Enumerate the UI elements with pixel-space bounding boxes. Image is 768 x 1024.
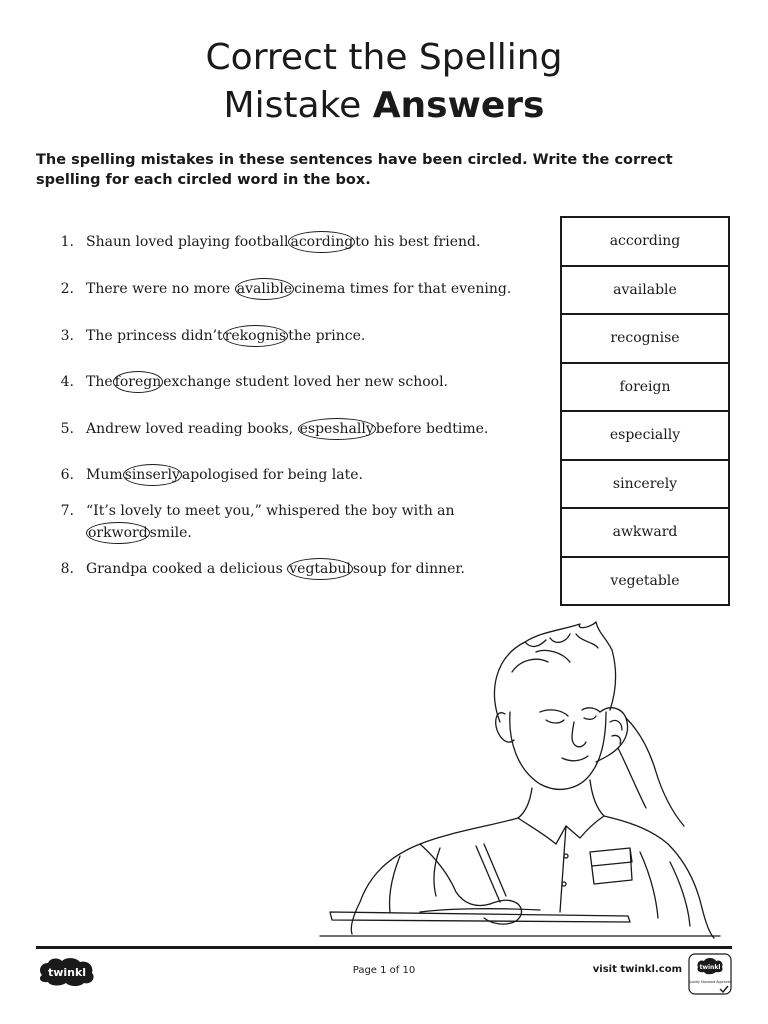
sentence-text: Shaun loved playing football acording to his best friend. [74,231,548,253]
answer-box[interactable]: especially [562,412,728,461]
sentence-row [48,558,548,580]
sentence-text: The foregn exchange student loved her new school. [74,371,548,393]
sentence-number: 1. [60,234,74,250]
circled-misspelling: sinserly [123,464,182,486]
circled-misspelling: foregn [113,371,164,393]
circled-misspelling: vegtabul [287,558,353,580]
circled-misspelling: acording [288,231,355,253]
instructions: The spelling mistakes in these sentences have been circled. Write the correct spelling for each circled word in the box. [36,152,673,188]
sentence-row [48,418,548,440]
sentence-row [48,464,548,486]
badge-brand: twinkl [699,964,721,971]
quality-standard-badge [688,953,732,995]
sentence-number: 4. [60,374,74,390]
circled-misspelling: espeshally [298,418,376,440]
sentence-row [48,278,548,300]
answer-box[interactable]: sincerely [562,461,728,510]
sentence-text: Mum sinserly apologised for being late. [74,464,548,486]
sentence-row [48,371,548,393]
answer-box[interactable]: available [562,267,728,316]
sentence-row [48,500,548,544]
sentence-text: The princess didn’t rekognis the prince. [74,325,548,347]
visit-link[interactable]: visit twinkl.com [592,964,682,975]
sentence-number: 7. [60,503,74,519]
sentence-text: Grandpa cooked a delicious vegtabul soup for dinner. [74,558,548,580]
title-line-1: Correct the Spelling [205,37,563,78]
circled-misspelling: orkword [86,522,150,544]
title-line-2 [0,82,768,130]
sentence-row [48,231,548,253]
circled-misspelling: avalible [235,278,294,300]
sentence-text: There were no more avalible cinema times for that evening. [74,278,548,300]
title-answers: Answers [372,85,545,126]
boy-thinking-at-desk-illustration [300,612,740,944]
answer-box[interactable]: awkward [562,509,728,558]
title-mistake: Mistake [223,85,362,126]
logo-text: twinkl [47,966,87,979]
sentence-number: 3. [60,328,74,344]
page-title [0,34,768,130]
sentence-number: 5. [60,421,74,437]
answer-table [560,216,730,606]
badge-text: Quality Standard Approved [688,980,732,984]
answer-box[interactable]: vegetable [610,572,680,589]
sentence-text: Andrew loved reading books, espeshally before bedtime. [74,418,548,440]
answer-box[interactable]: according [562,218,728,267]
sentence-text: “It’s lovely to meet you,” whispered the boy with an orkword smile. [74,500,548,544]
sentence-number: 8. [60,561,74,577]
sentence-row [48,325,548,347]
sentence-number: 2. [60,281,74,297]
answer-box[interactable]: recognise [562,315,728,364]
sentence-number: 6. [60,467,74,483]
page-number: Page 1 of 10 [352,965,416,976]
footer-divider [36,946,732,949]
circled-misspelling: rekognis [223,325,289,347]
answer-box[interactable]: foreign [562,364,728,413]
